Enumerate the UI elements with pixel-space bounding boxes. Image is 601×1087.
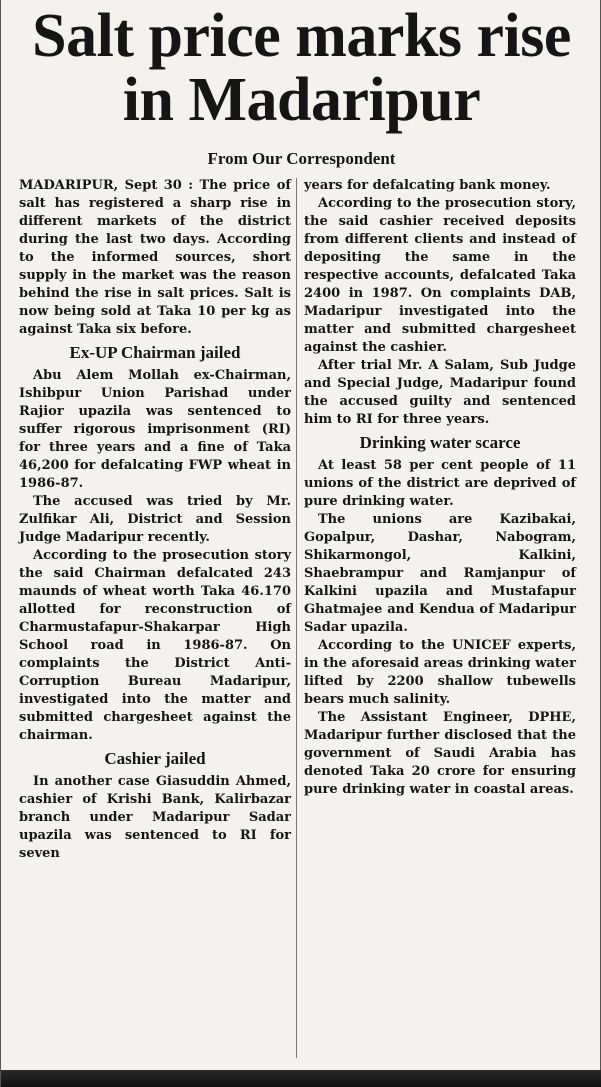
- paragraph: At least 58 per cent people of 11 unions of the district are deprived of pure drinking water.: [304, 458, 576, 509]
- paragraph: MADARIPUR, Sept 30 : The price of salt has registered a sharp rise in different markets of the district during the last two days. According to the informed sources, short supply in the market was the reason behind the rise in salt prices. Salt is now being sold at Taka 10 per kg as against Taka six before.: [19, 178, 291, 337]
- paragraph: The unions are Kazibakai, Gopalpur, Dashar, Nabogram, Shikarmongol, Kalkini, Shaebrampur and Ramjanpur of Kalkini upazila and Mustafapur Ghatmajee and Kendua of Madaripur Sadar upazila.: [304, 512, 576, 635]
- column-divider: [296, 178, 297, 1058]
- paragraph: After trial Mr. A Salam, Sub Judge and Special Judge, Madaripur found the accused guilty and sentenced him to RI for three years.: [304, 358, 576, 427]
- subheading: Ex-UP Chairman jailed: [69, 343, 241, 362]
- subheading: Cashier jailed: [104, 749, 206, 768]
- paragraph: According to the prosecution story, the said cashier received deposits from different clients and instead of depositing the same in the respective accounts, defalcated Taka 2400 in 1987. On complaints DAB, Madaripur investigated into the matter and submitted chargesheet against the cashier.: [304, 196, 576, 355]
- article-column-1: [19, 177, 291, 863]
- article-column-2: [304, 177, 576, 799]
- paragraph: The Assistant Engineer, DPHE, Madaripur further disclosed that the government of Saudi Arabia has denoted Taka 20 crore for ensuring pure drinking water in coastal areas.: [304, 710, 576, 797]
- subheading: Drinking water scarce: [359, 433, 521, 452]
- next-headline-fragment: [1, 1070, 601, 1087]
- paragraph: The accused was tried by Mr. Zulfikar Ali, District and Session Judge Madaripur recently.: [19, 494, 291, 545]
- headline: Salt price marks rise in Madaripur: [32, 2, 571, 134]
- paragraph: years for defalcating bank money.: [304, 178, 551, 193]
- paragraph: Abu Alem Mollah ex-Chairman, Ishibpur Union Parishad under Rajior upazila was sentenced to suffer rigorous imprisonment (RI) for three years and a fine of Taka 46,200 for defalcating FWP wheat in 1986-87.: [19, 368, 291, 491]
- byline: From Our Correspondent: [207, 149, 396, 168]
- paragraph: In another case Giasuddin Ahmed, cashier of Krishi Bank, Kalirbazar branch under Madaripur Sadar upazila was sentenced to RI for seven: [19, 774, 291, 861]
- paragraph: According to the prosecution story the said Chairman defalcated 243 maunds of wheat worth Taka 46.170 allotted for reconstruction of Charmustafapur-Shakarpar High School road in 1986-87. On complaints the District Anti-Corruption Bureau Madaripur, investigated into the matter and submitted chargesheet against the chairman.: [19, 548, 291, 743]
- paragraph: According to the UNICEF experts, in the aforesaid areas drinking water lifted by 2200 shallow tubewells bears much salinity.: [304, 638, 576, 707]
